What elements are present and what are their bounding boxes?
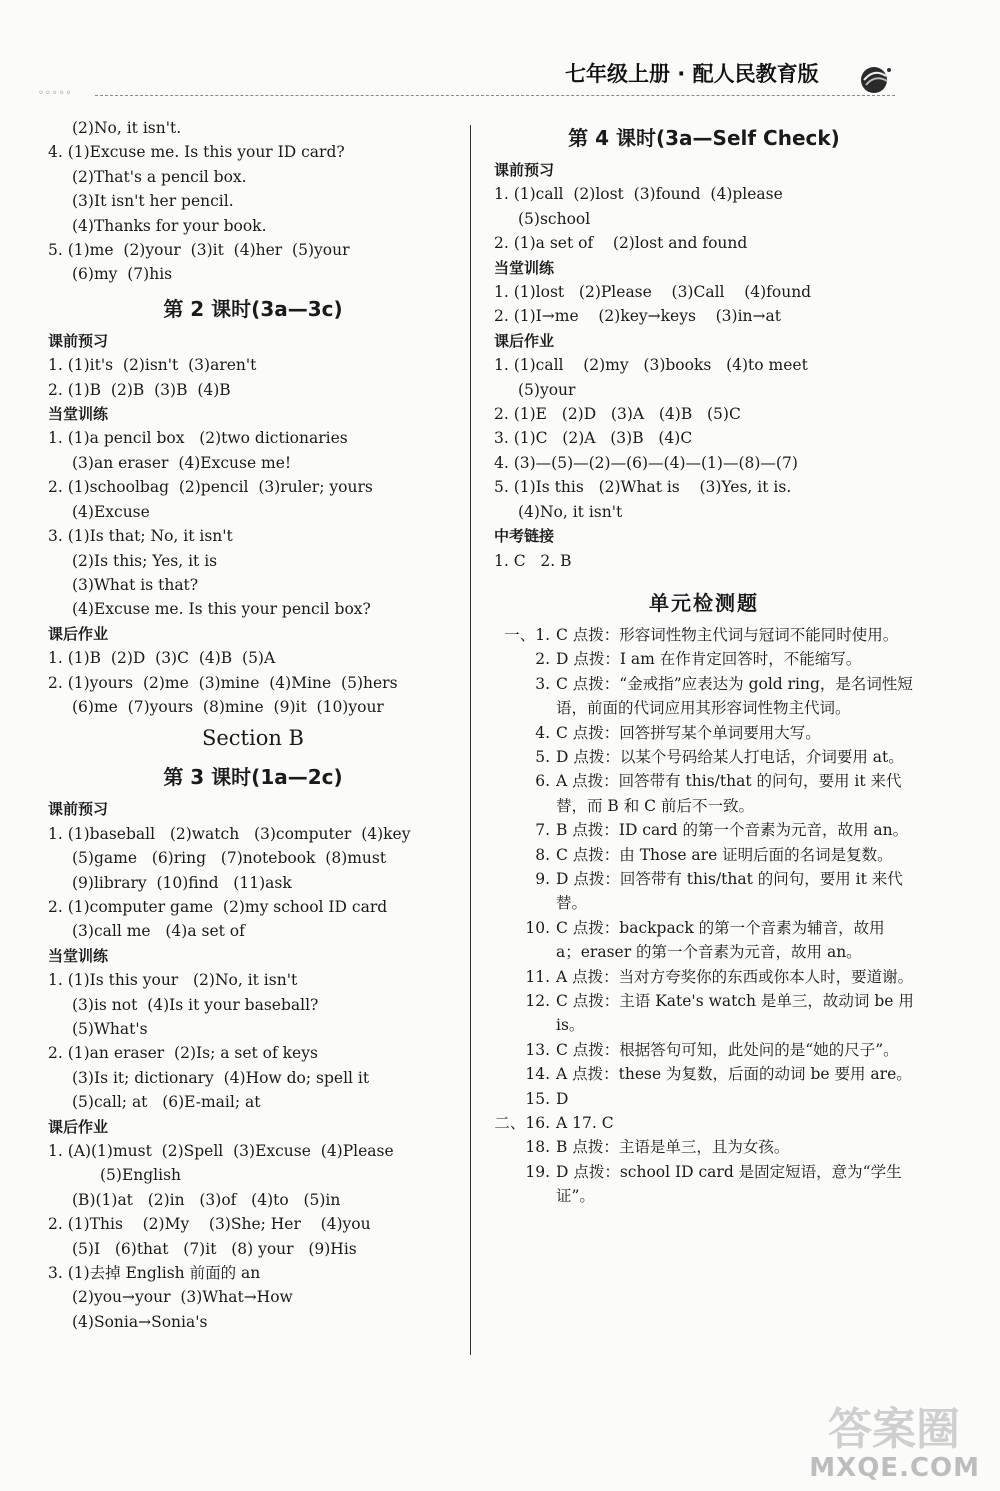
section-heading-class: 当堂训练 — [494, 258, 555, 277]
page-header — [0, 0, 1000, 110]
lesson-3-title: 第 3 课时(1a—2c) — [163, 765, 343, 790]
item-number: 13. — [525, 1040, 550, 1059]
item-number: 7. — [535, 821, 550, 840]
answer-line: 3. (1)C (2)A (3)B (4)C — [494, 429, 693, 448]
answer-line: 2. (1)B (2)B (3)B (4)B — [48, 380, 231, 399]
item-answer: B 点拨：ID card 的第一个音素为元音，故用 an。 — [556, 821, 909, 840]
answer-line: 2. (1)a set of (2)lost and found — [494, 234, 748, 253]
section-heading-preview: 课前预习 — [48, 331, 109, 350]
answer-line: 2. (1)E (2)D (3)A (4)B (5)C — [494, 405, 741, 424]
answer-line: (4)Thanks for your book. — [72, 216, 267, 235]
unit-test-item — [494, 745, 914, 769]
section-heading-exam-link: 中考链接 — [494, 527, 555, 546]
item-answer: A 点拨：当对方夸奖你的东西或你本人时，要道谢。 — [556, 967, 914, 986]
lesson-2-title: 第 2 课时(3a—3c) — [163, 296, 343, 321]
answer-line: (2)you→your (3)What→How — [72, 1288, 293, 1307]
item-number: 5. — [535, 747, 550, 766]
answer-line: 2. (1)This (2)My (3)She; Her (4)you — [48, 1215, 371, 1234]
answer-line: (6)my (7)his — [72, 265, 173, 284]
item-number: 一、1. — [504, 625, 550, 644]
answer-line: (6)me (7)yours (8)mine (9)it (10)your — [72, 697, 384, 716]
answer-line: (5)game (6)ring (7)notebook (8)must — [72, 849, 387, 868]
item-answer: A 点拨：回答带有 this/that 的问句，要用 it 来代替，而 B 和 C 前后不一致。 — [556, 772, 902, 815]
item-answer: A 17. C — [556, 1114, 614, 1133]
answer-line: (5)What's — [72, 1020, 148, 1038]
header-dots: ◦◦◦◦◦ — [38, 88, 73, 99]
item-answer: D 点拨：回答带有 this/that 的问句，要用 it 来代替。 — [556, 869, 903, 913]
answer-line: (3)Is it; dictionary (4)How do; spell it — [72, 1068, 370, 1087]
item-number: 2. — [535, 650, 550, 669]
section-heading-class: 当堂训练 — [48, 405, 109, 424]
item-number: 10. — [525, 918, 550, 937]
section-b-title: Section B — [201, 726, 304, 751]
unit-test-item — [494, 1062, 914, 1086]
unit-test-item — [494, 989, 914, 1038]
answer-line: 1. (1)B (2)D (3)C (4)B (5)A — [48, 649, 276, 668]
answer-line: (5)I (6)that (7)it (8) your (9)His — [72, 1239, 357, 1258]
unit-test-item — [494, 647, 914, 671]
item-number: 19. — [525, 1162, 550, 1181]
section-heading-preview: 课前预习 — [48, 800, 109, 819]
answer-line: 1. (1)it's (2)isn't (3)aren't — [48, 356, 257, 375]
watermark-site: MXQE.COM — [809, 1453, 980, 1483]
watermark-mark: 答案圈 — [828, 1404, 960, 1455]
unit-test-item — [494, 1038, 914, 1062]
unit-test-item — [494, 721, 914, 745]
unit-test-item — [494, 1135, 914, 1159]
item-number: 18. — [525, 1138, 550, 1157]
answer-line: (5)call; at (6)E-mail; at — [72, 1093, 261, 1112]
answer-line: 2. (1)an eraser (2)Is; a set of keys — [48, 1044, 318, 1063]
answer-line: 2. (1)computer game (2)my school ID card — [48, 897, 388, 916]
item-number: 二、16. — [494, 1114, 550, 1133]
lesson-4-title: 第 4 课时(3a—Self Check) — [568, 126, 840, 150]
unit-test-item — [494, 965, 914, 989]
answer-line: 3. (1)去掉 English 前面的 an — [48, 1264, 261, 1283]
answer-line: (2)No, it isn't. — [72, 119, 182, 137]
item-answer: A 点拨：these 为复数，后面的动词 be 要用 are。 — [556, 1065, 912, 1084]
item-number: 3. — [535, 674, 550, 693]
item-number: 11. — [525, 967, 550, 986]
answer-line: (B)(1)at (2)in (3)of (4)to (5)in — [72, 1190, 341, 1209]
answer-line: 5. (1)me (2)your (3)it (4)her (5)your — [48, 241, 350, 260]
answer-line: 2. (1)I→me (2)key→keys (3)in→at — [494, 307, 781, 326]
column-divider — [470, 125, 471, 1355]
book-logo-icon — [858, 62, 892, 96]
item-answer: C 点拨：形容词性物主代词与冠词不能同时使用。 — [556, 625, 899, 644]
item-answer: C 点拨：主语 Kate's watch 是单三，故动词 be 用 is。 — [556, 992, 914, 1035]
answer-line: 5. (1)Is this (2)What is (3)Yes, it is. — [494, 478, 792, 497]
unit-test-title: 单元检测题 — [649, 590, 759, 615]
answer-line: (4)Sonia→Sonia's — [72, 1312, 208, 1331]
answer-line: (5)your — [518, 380, 576, 399]
answer-line: 1. (1)lost (2)Please (3)Call (4)found — [494, 283, 812, 302]
item-answer: C 点拨：回答拼写某个单词要用大写。 — [556, 723, 821, 742]
item-number: 8. — [535, 845, 550, 864]
item-answer: C 点拨：backpack 的第一个音素为辅音，故用 a；eraser 的第一个音素为元音，故用 an。 — [556, 918, 885, 962]
watermark — [790, 1393, 980, 1483]
answer-line: 1. (A)(1)must (2)Spell (3)Excuse (4)Please — [48, 1142, 394, 1161]
unit-test-item — [494, 672, 914, 721]
answer-line: 1. (1)Is this your (2)No, it isn't — [48, 971, 298, 990]
answer-line: (3)an eraser (4)Excuse me! — [72, 453, 292, 472]
section-heading-class: 当堂训练 — [48, 946, 109, 965]
unit-test-answers — [494, 623, 914, 1209]
unit-test-item — [494, 867, 914, 916]
unit-test-item — [494, 1111, 914, 1135]
answer-line: 1. (1)baseball (2)watch (3)computer (4)key — [48, 824, 411, 843]
unit-test-item — [494, 1087, 914, 1111]
answer-line: (4)Excuse — [72, 502, 150, 521]
answer-line: 1. C 2. B — [494, 551, 572, 570]
header-rule — [95, 95, 895, 96]
item-number: 15. — [525, 1089, 550, 1108]
left-column — [48, 116, 458, 1334]
item-answer: D 点拨：school ID card 是固定短语，意为“学生证”。 — [556, 1162, 902, 1206]
answer-line: (4)Excuse me. Is this your pencil box? — [72, 600, 371, 619]
section-heading-homework: 课后作业 — [48, 624, 109, 643]
answer-line: (3)call me (4)a set of — [72, 922, 245, 941]
item-number: 6. — [535, 772, 550, 791]
unit-test-item — [494, 1160, 914, 1209]
answer-line: 3. (1)Is that; No, it isn't — [48, 527, 233, 546]
item-answer: C 点拨：由 Those are 证明后面的名词是复数。 — [556, 845, 893, 864]
answer-line: (3)What is that? — [72, 575, 199, 594]
unit-test-item — [494, 818, 914, 842]
answer-line: (5)school — [518, 209, 591, 228]
unit-test-item — [494, 916, 914, 965]
header-title: 七年级上册 · 配人民教育版 — [565, 62, 819, 86]
item-answer: C 点拨：根据答句可知，此处问的是“她的尺子”。 — [556, 1040, 899, 1059]
section-heading-homework: 课后作业 — [48, 1117, 109, 1136]
answer-line: 4. (3)—(5)—(2)—(6)—(4)—(1)—(8)—(7) — [494, 453, 798, 472]
item-answer: C 点拨：“金戒指”应表达为 gold ring，是名词性短语，前面的代词应用其形容词性物主代词。 — [556, 674, 913, 718]
unit-test-item — [494, 843, 914, 867]
answer-line: 2. (1)yours (2)me (3)mine (4)Mine (5)hers — [48, 673, 398, 692]
answer-line: (9)library (10)find (11)ask — [72, 873, 292, 892]
answer-line: 1. (1)call (2)lost (3)found (4)please — [494, 185, 783, 204]
item-number: 4. — [535, 723, 550, 742]
right-column — [494, 116, 914, 1209]
section-heading-preview: 课前预习 — [494, 161, 555, 179]
answer-line: (5)English — [100, 1166, 182, 1185]
item-answer: D 点拨：以某个号码给某人打电话，介词要用 at。 — [556, 747, 904, 766]
answer-line: 4. (1)Excuse me. Is this your ID card? — [48, 143, 345, 162]
answer-line: (4)No, it isn't — [518, 502, 623, 521]
item-number: 14. — [525, 1065, 550, 1084]
answer-line: 1. (1)a pencil box (2)two dictionaries — [48, 429, 348, 448]
unit-test-item — [494, 769, 914, 818]
item-number: 9. — [535, 869, 550, 888]
item-answer: D 点拨：I am 在作肯定回答时，不能缩写。 — [556, 650, 862, 669]
unit-test-item — [494, 623, 914, 647]
answer-line: (2)That's a pencil box. — [72, 167, 247, 186]
item-answer: D — [556, 1089, 569, 1108]
section-heading-homework: 课后作业 — [494, 331, 555, 350]
item-answer: B 点拨：主语是单三，且为女孩。 — [556, 1138, 790, 1157]
answer-line: 2. (1)schoolbag (2)pencil (3)ruler; yours — [48, 478, 373, 497]
answer-line: 1. (1)call (2)my (3)books (4)to meet — [494, 356, 808, 375]
answer-line: (3)is not (4)Is it your baseball? — [72, 995, 319, 1014]
answer-line: (2)Is this; Yes, it is — [72, 551, 218, 570]
answer-line: (3)It isn't her pencil. — [72, 192, 234, 211]
item-number: 12. — [525, 992, 550, 1010]
